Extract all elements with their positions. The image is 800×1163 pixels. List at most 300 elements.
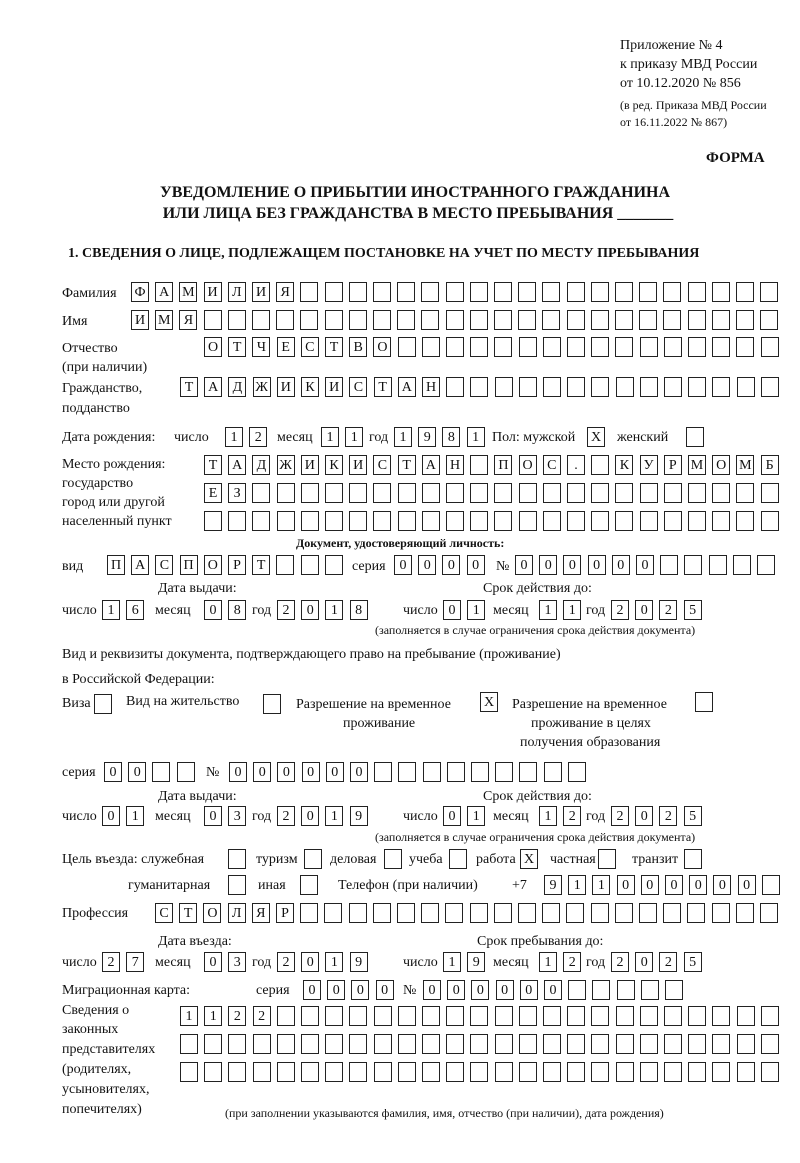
char-cell[interactable] [422,483,440,503]
char-cell[interactable] [757,555,775,575]
char-cell[interactable]: 9 [467,952,485,972]
char-cell[interactable] [543,1034,561,1054]
char-cell[interactable] [761,483,779,503]
char-cell[interactable] [639,282,657,302]
char-cell[interactable]: И [204,282,222,302]
char-cell[interactable] [398,483,416,503]
char-cell[interactable] [398,762,416,782]
char-cell[interactable] [695,692,713,712]
char-cell[interactable] [598,849,616,869]
char-cell[interactable]: 0 [544,980,562,1000]
char-cell[interactable] [567,511,585,531]
char-cell[interactable] [684,849,702,869]
char-cell[interactable] [445,903,463,923]
char-cell[interactable] [494,511,512,531]
char-cell[interactable] [301,1034,319,1054]
char-cell[interactable] [446,337,464,357]
char-cell[interactable]: М [155,310,173,330]
char-cell[interactable]: 1 [345,427,363,447]
char-cell[interactable] [639,310,657,330]
char-cell[interactable] [373,282,391,302]
char-cell[interactable] [761,1062,779,1082]
char-cell[interactable]: 0 [738,875,756,895]
char-cell[interactable] [736,337,754,357]
char-cell[interactable]: X [587,427,605,447]
char-cell[interactable]: Р [276,903,294,923]
char-cell[interactable]: Я [276,282,294,302]
char-cell[interactable] [688,511,706,531]
char-cell[interactable] [591,310,609,330]
char-cell[interactable] [495,1062,513,1082]
char-cell[interactable]: Ж [253,377,271,397]
char-cell[interactable] [228,1062,246,1082]
char-cell[interactable] [470,1034,488,1054]
char-cell[interactable]: Ф [131,282,149,302]
char-cell[interactable] [373,511,391,531]
char-cell[interactable]: 1 [394,427,412,447]
char-cell[interactable] [733,555,751,575]
char-cell[interactable]: 0 [351,980,369,1000]
char-cell[interactable] [737,377,755,397]
char-cell[interactable] [373,903,391,923]
char-cell[interactable] [567,282,585,302]
char-cell[interactable]: И [301,455,319,475]
char-cell[interactable] [712,483,730,503]
char-cell[interactable] [640,1034,658,1054]
char-cell[interactable]: 8 [228,600,246,620]
char-cell[interactable]: О [712,455,730,475]
char-cell[interactable] [519,377,537,397]
char-cell[interactable]: 1 [325,952,343,972]
char-cell[interactable]: Ч [252,337,270,357]
char-cell[interactable]: К [615,455,633,475]
char-cell[interactable] [543,377,561,397]
char-cell[interactable]: 9 [418,427,436,447]
char-cell[interactable] [543,511,561,531]
char-cell[interactable] [252,511,270,531]
char-cell[interactable] [228,1034,246,1054]
char-cell[interactable] [325,511,343,531]
char-cell[interactable]: 0 [301,952,319,972]
char-cell[interactable] [421,310,439,330]
char-cell[interactable] [686,427,704,447]
char-cell[interactable] [422,511,440,531]
char-cell[interactable]: С [155,555,173,575]
char-cell[interactable] [736,282,754,302]
char-cell[interactable] [421,282,439,302]
char-cell[interactable] [761,1006,779,1026]
char-cell[interactable]: 2 [277,952,295,972]
char-cell[interactable] [422,1062,440,1082]
char-cell[interactable] [349,282,367,302]
char-cell[interactable]: У [640,455,658,475]
char-cell[interactable] [470,455,488,475]
char-cell[interactable] [373,310,391,330]
char-cell[interactable]: 0 [442,555,460,575]
char-cell[interactable] [712,1006,730,1026]
char-cell[interactable] [640,337,658,357]
char-cell[interactable] [761,1034,779,1054]
char-cell[interactable] [617,980,635,1000]
char-cell[interactable] [494,310,512,330]
char-cell[interactable] [543,1006,561,1026]
char-cell[interactable] [591,1034,609,1054]
char-cell[interactable]: 0 [713,875,731,895]
char-cell[interactable]: Ж [277,455,295,475]
char-cell[interactable]: 1 [321,427,339,447]
char-cell[interactable] [446,282,464,302]
char-cell[interactable] [542,282,560,302]
char-cell[interactable] [252,310,270,330]
char-cell[interactable] [349,483,367,503]
char-cell[interactable]: 0 [102,806,120,826]
char-cell[interactable]: 2 [277,600,295,620]
char-cell[interactable]: 0 [467,555,485,575]
char-cell[interactable] [591,1006,609,1026]
char-cell[interactable]: С [349,377,367,397]
char-cell[interactable] [152,762,170,782]
char-cell[interactable] [446,511,464,531]
char-cell[interactable]: 0 [636,555,654,575]
char-cell[interactable]: 2 [611,600,629,620]
char-cell[interactable] [567,310,585,330]
char-cell[interactable] [325,1034,343,1054]
char-cell[interactable]: 1 [592,875,610,895]
char-cell[interactable] [737,1062,755,1082]
char-cell[interactable]: 2 [253,1006,271,1026]
char-cell[interactable] [712,282,730,302]
char-cell[interactable]: И [131,310,149,330]
char-cell[interactable] [544,762,562,782]
char-cell[interactable] [494,483,512,503]
char-cell[interactable]: 3 [228,806,246,826]
char-cell[interactable] [349,903,367,923]
char-cell[interactable] [615,282,633,302]
char-cell[interactable] [543,337,561,357]
char-cell[interactable] [665,980,683,1000]
char-cell[interactable]: 2 [228,1006,246,1026]
char-cell[interactable] [301,483,319,503]
char-cell[interactable]: 0 [350,762,368,782]
char-cell[interactable] [591,282,609,302]
char-cell[interactable] [325,282,343,302]
char-cell[interactable]: Л [228,282,246,302]
char-cell[interactable] [349,511,367,531]
char-cell[interactable] [349,1006,367,1026]
char-cell[interactable]: З [228,483,246,503]
char-cell[interactable] [494,337,512,357]
char-cell[interactable] [663,310,681,330]
char-cell[interactable]: Б [761,455,779,475]
char-cell[interactable]: Р [228,555,246,575]
char-cell[interactable] [304,849,322,869]
char-cell[interactable] [397,282,415,302]
char-cell[interactable] [397,310,415,330]
char-cell[interactable] [543,483,561,503]
char-cell[interactable] [712,1034,730,1054]
char-cell[interactable]: 1 [443,952,461,972]
char-cell[interactable] [471,762,489,782]
char-cell[interactable]: 0 [204,806,222,826]
char-cell[interactable] [204,511,222,531]
char-cell[interactable] [204,1034,222,1054]
char-cell[interactable]: А [228,455,246,475]
char-cell[interactable]: 0 [635,952,653,972]
char-cell[interactable] [519,1006,537,1026]
char-cell[interactable] [542,310,560,330]
char-cell[interactable] [276,310,294,330]
char-cell[interactable]: 1 [102,600,120,620]
char-cell[interactable] [592,980,610,1000]
char-cell[interactable]: 0 [635,600,653,620]
char-cell[interactable] [301,1062,319,1082]
char-cell[interactable] [591,337,609,357]
char-cell[interactable] [398,1006,416,1026]
char-cell[interactable]: 2 [659,806,677,826]
char-cell[interactable] [177,762,195,782]
char-cell[interactable] [688,1034,706,1054]
char-cell[interactable]: 1 [539,952,557,972]
char-cell[interactable] [616,1034,634,1054]
char-cell[interactable]: 1 [568,875,586,895]
char-cell[interactable] [228,511,246,531]
char-cell[interactable]: И [252,282,270,302]
char-cell[interactable]: 8 [350,600,368,620]
char-cell[interactable] [228,310,246,330]
char-cell[interactable]: 0 [563,555,581,575]
char-cell[interactable] [398,1034,416,1054]
char-cell[interactable] [518,903,536,923]
char-cell[interactable]: 1 [180,1006,198,1026]
char-cell[interactable]: 0 [496,980,514,1000]
char-cell[interactable] [180,1034,198,1054]
char-cell[interactable] [640,377,658,397]
char-cell[interactable] [736,310,754,330]
char-cell[interactable]: 0 [229,762,247,782]
char-cell[interactable] [712,310,730,330]
char-cell[interactable]: 0 [635,806,653,826]
char-cell[interactable]: 2 [102,952,120,972]
char-cell[interactable]: 5 [684,600,702,620]
char-cell[interactable] [447,762,465,782]
char-cell[interactable] [591,455,609,475]
char-cell[interactable] [349,1062,367,1082]
char-cell[interactable] [398,1062,416,1082]
char-cell[interactable] [421,903,439,923]
char-cell[interactable]: 1 [563,600,581,620]
char-cell[interactable] [470,282,488,302]
char-cell[interactable]: 1 [467,427,485,447]
char-cell[interactable]: 8 [442,427,460,447]
char-cell[interactable]: И [349,455,367,475]
char-cell[interactable]: 0 [443,600,461,620]
char-cell[interactable] [591,483,609,503]
char-cell[interactable]: 2 [659,952,677,972]
char-cell[interactable] [663,903,681,923]
char-cell[interactable]: М [736,455,754,475]
char-cell[interactable] [736,511,754,531]
char-cell[interactable]: 0 [423,980,441,1000]
char-cell[interactable] [301,555,319,575]
char-cell[interactable]: 2 [563,952,581,972]
char-cell[interactable]: 1 [325,600,343,620]
char-cell[interactable]: 0 [612,555,630,575]
char-cell[interactable] [252,483,270,503]
char-cell[interactable] [616,377,634,397]
char-cell[interactable]: 0 [665,875,683,895]
char-cell[interactable] [712,511,730,531]
char-cell[interactable] [761,337,779,357]
char-cell[interactable] [300,875,318,895]
char-cell[interactable]: 7 [126,952,144,972]
char-cell[interactable] [567,483,585,503]
char-cell[interactable]: Н [446,455,464,475]
char-cell[interactable]: 0 [326,762,344,782]
char-cell[interactable]: Р [664,455,682,475]
char-cell[interactable]: 0 [128,762,146,782]
char-cell[interactable] [446,1006,464,1026]
char-cell[interactable]: 0 [302,762,320,782]
char-cell[interactable] [567,377,585,397]
char-cell[interactable] [374,1034,392,1054]
char-cell[interactable] [542,903,560,923]
char-cell[interactable]: Я [179,310,197,330]
char-cell[interactable] [300,310,318,330]
char-cell[interactable]: А [131,555,149,575]
char-cell[interactable] [664,1062,682,1082]
char-cell[interactable]: Т [252,555,270,575]
char-cell[interactable] [639,903,657,923]
char-cell[interactable]: В [349,337,367,357]
char-cell[interactable] [449,849,467,869]
char-cell[interactable] [518,282,536,302]
char-cell[interactable] [566,903,584,923]
char-cell[interactable]: 1 [539,600,557,620]
char-cell[interactable] [591,511,609,531]
char-cell[interactable] [568,980,586,1000]
char-cell[interactable] [94,694,112,714]
char-cell[interactable]: Е [204,483,222,503]
char-cell[interactable]: Н [422,377,440,397]
char-cell[interactable]: Д [252,455,270,475]
char-cell[interactable]: 0 [376,980,394,1000]
char-cell[interactable] [349,310,367,330]
char-cell[interactable] [494,903,512,923]
char-cell[interactable] [325,1062,343,1082]
char-cell[interactable]: 0 [303,980,321,1000]
char-cell[interactable] [276,555,294,575]
char-cell[interactable] [761,377,779,397]
char-cell[interactable] [422,1034,440,1054]
char-cell[interactable]: 1 [204,1006,222,1026]
char-cell[interactable] [567,337,585,357]
char-cell[interactable] [470,483,488,503]
char-cell[interactable]: О [203,903,221,923]
char-cell[interactable]: 9 [350,806,368,826]
char-cell[interactable]: Л [228,903,246,923]
char-cell[interactable]: 0 [515,555,533,575]
char-cell[interactable]: О [204,337,222,357]
char-cell[interactable] [664,1006,682,1026]
char-cell[interactable] [664,483,682,503]
char-cell[interactable] [300,282,318,302]
char-cell[interactable]: О [204,555,222,575]
char-cell[interactable]: Д [228,377,246,397]
char-cell[interactable] [470,1062,488,1082]
char-cell[interactable] [446,483,464,503]
char-cell[interactable] [518,310,536,330]
char-cell[interactable]: X [480,692,498,712]
char-cell[interactable]: Т [204,455,222,475]
char-cell[interactable]: 0 [617,875,635,895]
char-cell[interactable]: А [155,282,173,302]
char-cell[interactable]: 2 [659,600,677,620]
char-cell[interactable] [300,903,318,923]
char-cell[interactable]: А [398,377,416,397]
char-cell[interactable]: Т [325,337,343,357]
char-cell[interactable] [684,555,702,575]
char-cell[interactable] [712,1062,730,1082]
char-cell[interactable]: Е [277,337,295,357]
char-cell[interactable] [762,875,780,895]
char-cell[interactable] [495,377,513,397]
char-cell[interactable] [423,762,441,782]
char-cell[interactable] [615,337,633,357]
char-cell[interactable]: 5 [684,806,702,826]
char-cell[interactable] [277,511,295,531]
char-cell[interactable] [736,903,754,923]
char-cell[interactable] [470,310,488,330]
char-cell[interactable]: 0 [301,806,319,826]
char-cell[interactable] [446,310,464,330]
char-cell[interactable]: С [155,903,173,923]
char-cell[interactable]: Т [180,377,198,397]
char-cell[interactable] [660,555,678,575]
char-cell[interactable] [253,1034,271,1054]
char-cell[interactable] [301,1006,319,1026]
char-cell[interactable] [709,555,727,575]
char-cell[interactable] [664,377,682,397]
char-cell[interactable]: С [373,455,391,475]
char-cell[interactable] [640,511,658,531]
char-cell[interactable] [470,511,488,531]
char-cell[interactable]: 2 [611,952,629,972]
char-cell[interactable]: Т [179,903,197,923]
char-cell[interactable]: К [301,377,319,397]
char-cell[interactable] [760,903,778,923]
char-cell[interactable]: 0 [443,806,461,826]
char-cell[interactable]: 0 [641,875,659,895]
char-cell[interactable]: А [204,377,222,397]
char-cell[interactable] [688,1006,706,1026]
char-cell[interactable] [494,282,512,302]
char-cell[interactable] [616,1062,634,1082]
char-cell[interactable] [519,762,537,782]
char-cell[interactable] [374,762,392,782]
char-cell[interactable]: 9 [350,952,368,972]
char-cell[interactable] [615,483,633,503]
char-cell[interactable]: 2 [611,806,629,826]
char-cell[interactable] [688,282,706,302]
char-cell[interactable] [301,511,319,531]
char-cell[interactable]: С [301,337,319,357]
char-cell[interactable]: 2 [249,427,267,447]
char-cell[interactable]: М [179,282,197,302]
char-cell[interactable] [228,875,246,895]
char-cell[interactable] [688,483,706,503]
char-cell[interactable] [470,337,488,357]
char-cell[interactable]: . [567,455,585,475]
